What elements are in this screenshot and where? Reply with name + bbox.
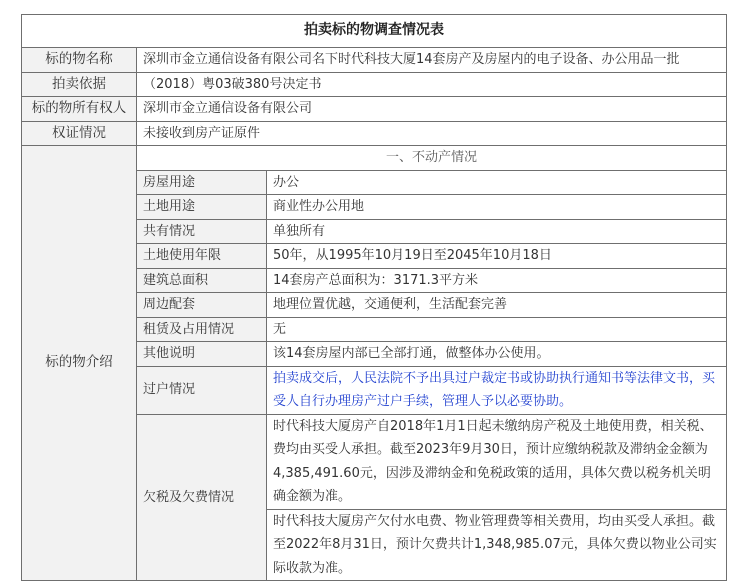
auction-survey-table <box>21 14 727 581</box>
item-value: 办公 <box>267 170 727 195</box>
item-label: 租赁及占用情况 <box>137 317 267 342</box>
tax-value-1: 时代科技大厦房产自2018年1月1日起未缴纳房产税及土地使用费，相关税、费均由买受人承担。截至2023年9月30日，预计应缴纳税款及滞纳金金额为4,385,491.60元，因涉及滞纳金和免税政策的适用，具体欠费以税务机关明确金额为准。 <box>267 414 727 509</box>
name-label: 标的物名称 <box>22 48 137 73</box>
owner-value: 深圳市金立通信设备有限公司 <box>137 97 727 122</box>
item-label: 共有情况 <box>137 219 267 244</box>
transfer-label: 过户情况 <box>137 366 267 414</box>
table-title: 拍卖标的物调查情况表 <box>22 15 727 48</box>
item-label: 土地使用年限 <box>137 244 267 269</box>
tax-value-2: 时代科技大厦房产欠付水电费、物业管理费等相关费用，均由买受人承担。截至2022年8月31日，预计欠费共计1,348,985.07元，具体欠费以物业公司实际收款为准。 <box>267 509 727 581</box>
item-label: 房屋用途 <box>137 170 267 195</box>
name-value: 深圳市金立通信设备有限公司名下时代科技大厦14套房产及房屋内的电子设备、办公用品一批 <box>137 48 727 73</box>
item-value: 无 <box>267 317 727 342</box>
item-label: 土地用途 <box>137 195 267 220</box>
item-label: 建筑总面积 <box>137 268 267 293</box>
item-value: 14套房产总面积为：3171.3平方米 <box>267 268 727 293</box>
basis-value: （2018）粤03破380号决定书 <box>137 72 727 97</box>
item-value: 地理位置优越，交通便利，生活配套完善 <box>267 293 727 318</box>
item-value: 商业性办公用地 <box>267 195 727 220</box>
tax-label: 欠税及欠费情况 <box>137 414 267 581</box>
cert-value: 未接收到房产证原件 <box>137 121 727 146</box>
item-value: 单独所有 <box>267 219 727 244</box>
cert-label: 权证情况 <box>22 121 137 146</box>
item-label: 其他说明 <box>137 342 267 367</box>
section-title: 一、不动产情况 <box>137 146 727 171</box>
owner-label: 标的物所有权人 <box>22 97 137 122</box>
item-value: 50年，从1995年10月19日至2045年10月18日 <box>267 244 727 269</box>
basis-label: 拍卖依据 <box>22 72 137 97</box>
intro-label: 标的物介绍 <box>22 146 137 581</box>
item-value: 该14套房屋内部已全部打通，做整体办公使用。 <box>267 342 727 367</box>
transfer-value: 拍卖成交后，人民法院不予出具过户裁定书或协助执行通知书等法律文书，买受人自行办理房产过户手续，管理人予以必要协助。 <box>267 366 727 414</box>
item-label: 周边配套 <box>137 293 267 318</box>
